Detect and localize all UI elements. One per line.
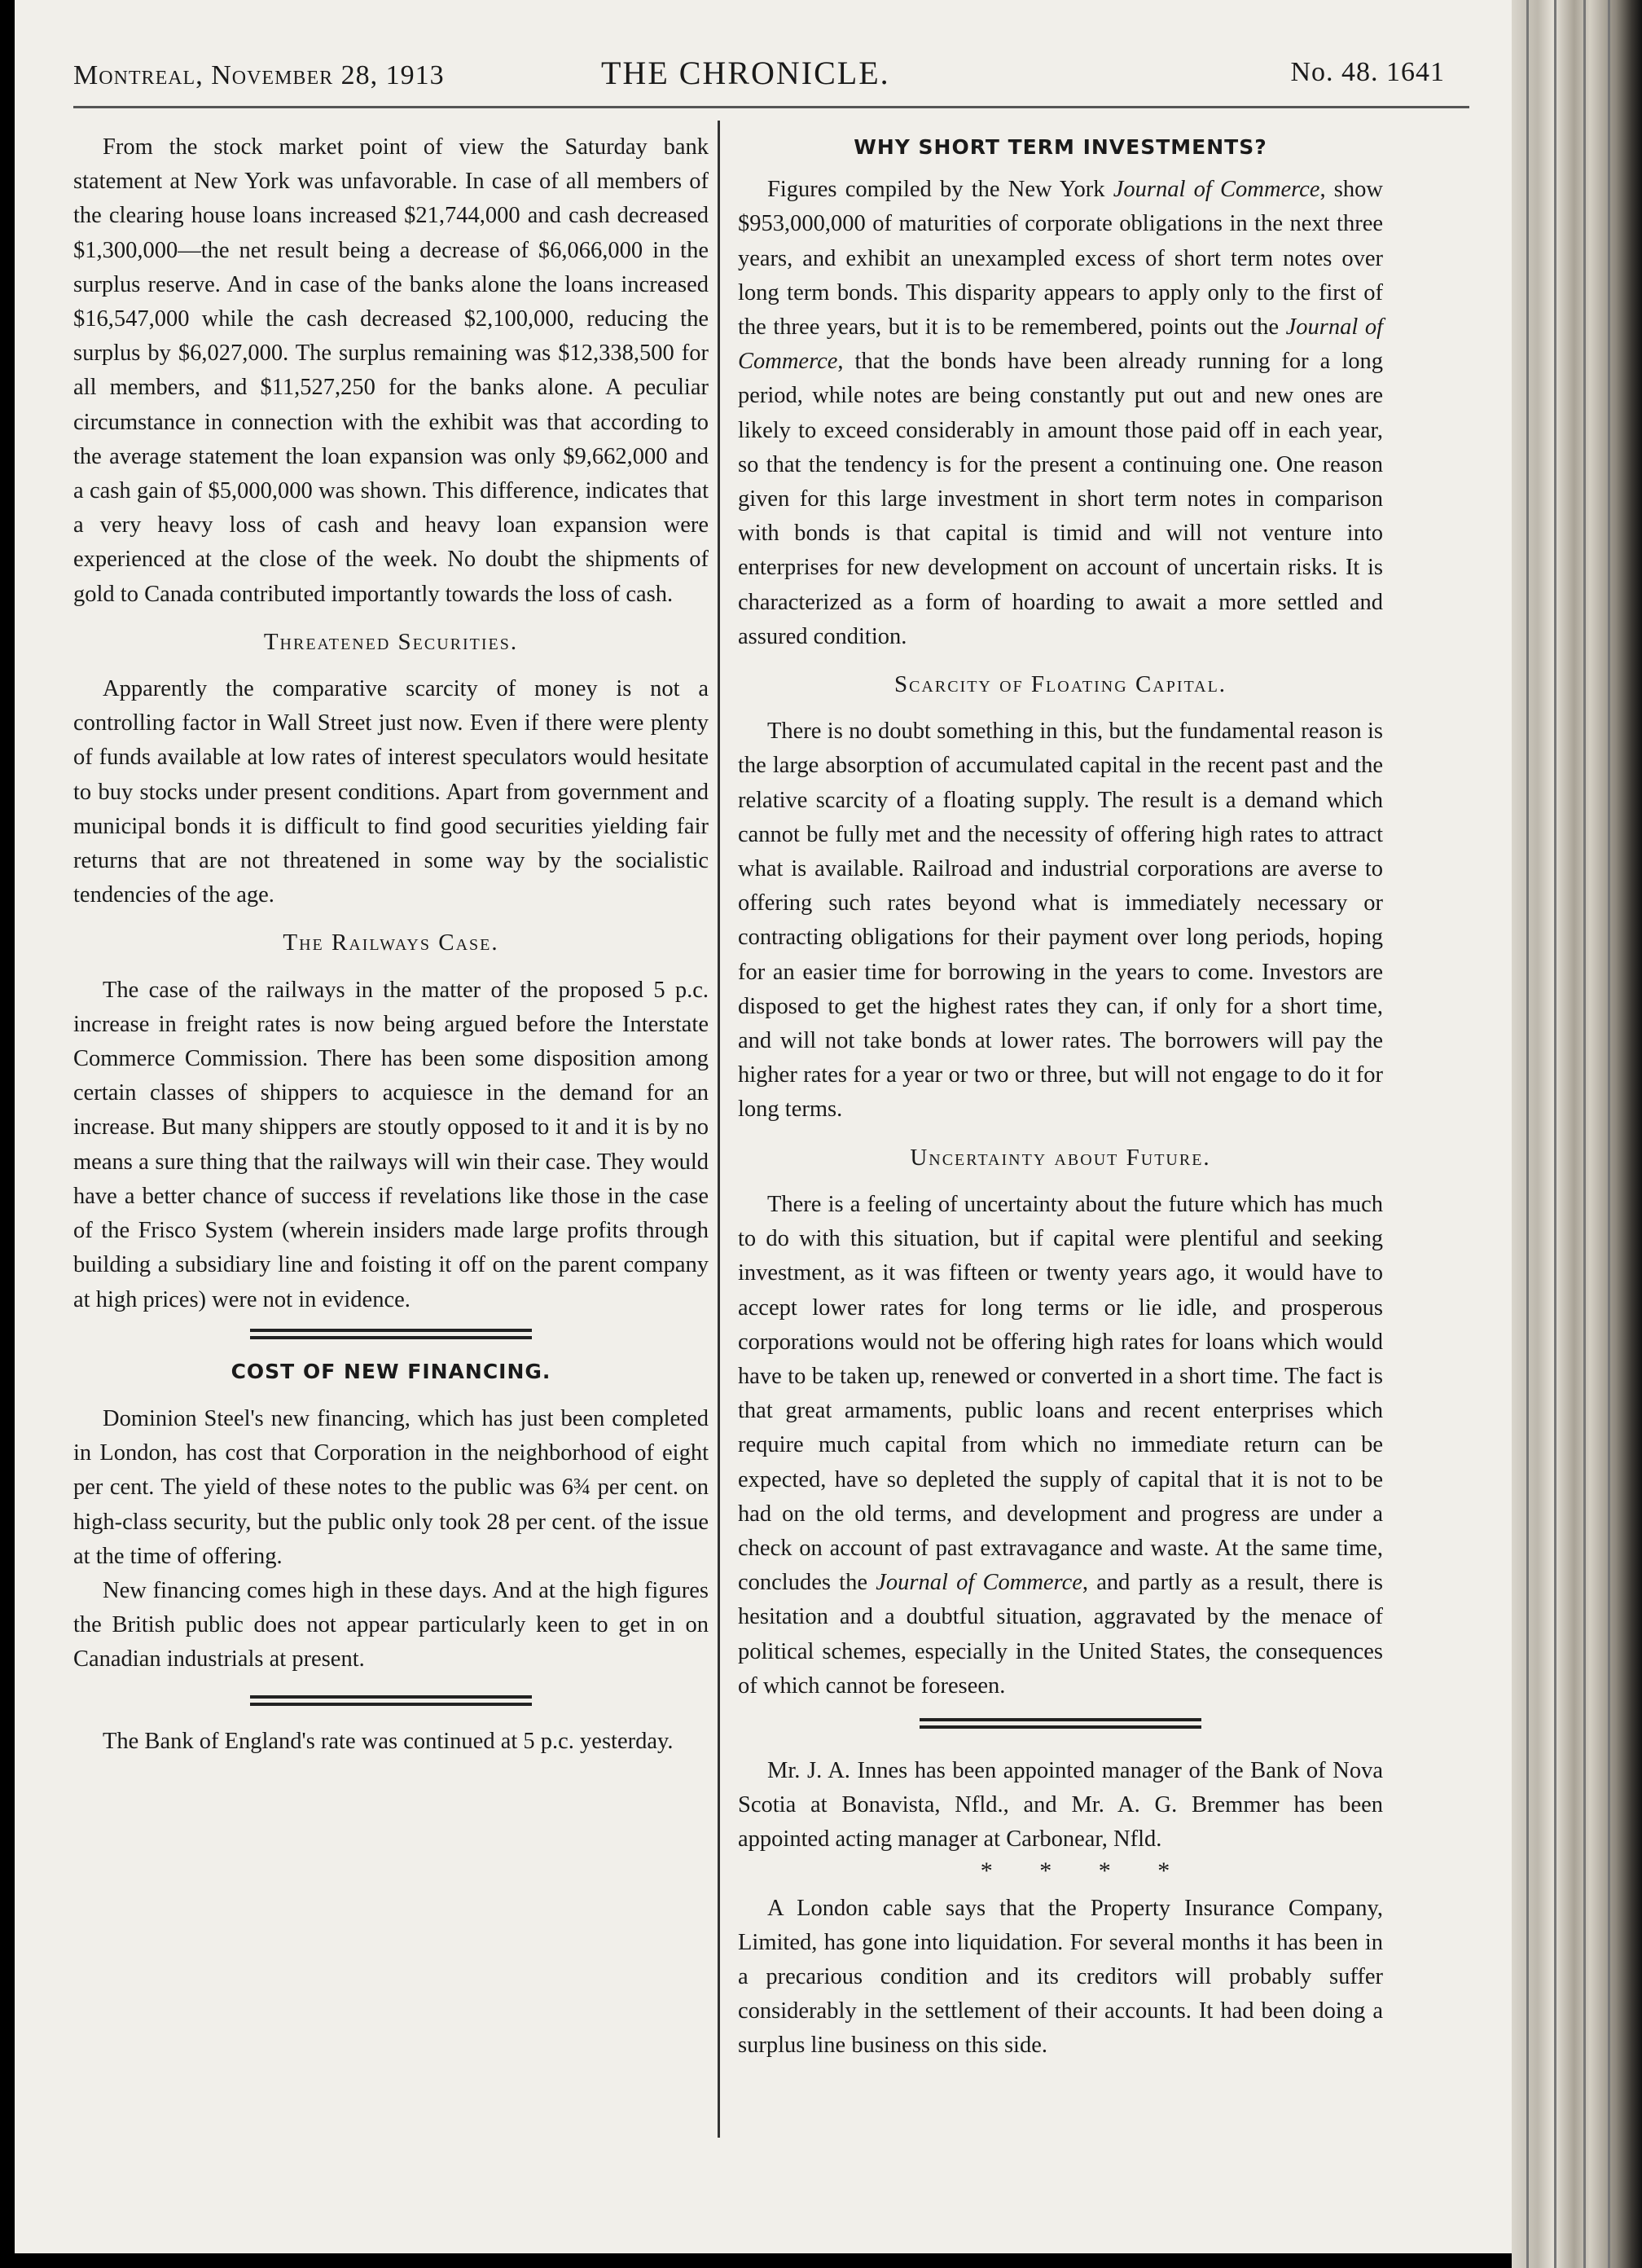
section-heading: Scarcity of Floating Capital.: [893, 671, 1227, 698]
edge-line: [1608, 0, 1610, 2268]
header-rule: [73, 106, 1469, 108]
journal-title: Journal of Commerce: [876, 1570, 1082, 1596]
double-rule: [250, 1329, 532, 1340]
article-paragraph: The Bank of England's rate was continued at 5 p.c. yesterday.: [103, 1728, 674, 1754]
article-paragraph: There is no doubt something in this, but the fundamental reason is the large absorption of accumulated capital in the recent past and the relative scarcity of a floating supply. The result is a demand which cannot be fully met and the necessity of offering high rates to attract what is available. Railroad and industrial corporations are averse to offering such rates beyond what is immediately necessary or contracting obligations for their payment over long periods, hoping for an easier time for borrowing in the years to come. Investors are disposed to get the highest rates they can, if only for a short time, and will not take bonds at lower rates. The borrowers will pay the higher rates for a year or two or three, but will not engage to do it for long terms.: [738, 719, 1383, 1123]
header-issue-page: No. 48. 1641: [1290, 57, 1445, 87]
article-paragraph: There is a feeling of uncertainty about the future which has much to do with this situation, but if capital were plentiful and seeking investment, as it was fifteen or twenty years ago, it would have to accept lower rates for long terms or lie idle, and prosperous corporations would not be offering high rates for loans which would have to be taken up, renewed or converted in a short time. The fact is that great armaments, public loans and recent enterprises which require much capital from which no immediate return can be expected, have so depleted the supply of capital that it is not to be had on the old terms, and development and progress are under a check on account of past extravagance and waste. At the same time, concludes the Journal of Commerce, and partly as a result, there is hesitation and a doubtful situation, aggravated by the menace of political schemes, especially in the United States, the consequences of which cannot be foreseen.: [738, 1191, 1383, 1699]
article-paragraph: Apparently the comparative scarcity of money is not a controlling factor in Wall Street just now. Even if there were plenty of funds available at low rates of interest speculators would hesitate to buy stocks under present conditions. Apart from government and municipal bonds it is difficult to find good securities yielding fair returns that are not threatened in some way by the socialistic tendencies of the age.: [73, 676, 709, 908]
article-paragraph: From the stock market point of view the Saturday bank statement at New York was unfavorable. In case of all members of the clearing house loans increased $21,744,000 and cash decreased $1,300,000—the net result being a decrease of $6,066,000 in the surplus reserve. And in case of the banks alone the loans increased $16,547,000 while the cash decreased $2,100,000, reducing the surplus by $6,027,000. The surplus remaining was $12,338,500 for all members, and $11,527,250 for the banks alone. A peculiar circumstance in connection with the exhibit was that according to the average statement the loan expansion was only $9,662,000 and a cash gain of $5,000,000 was shown. This difference, indicates that a very heavy loss of cash and heavy loan expansion were experienced at the close of the week. No doubt the shipments of gold to Canada contributed importantly towards the loss of cash.: [73, 134, 709, 607]
header-dateline: Montreal, November 28, 1913: [73, 60, 445, 90]
edge-line: [1583, 0, 1586, 2268]
article-paragraph: Figures compiled by the New York Journal of Commerce, show $953,000,000 of maturities of corporate obligations in the next three years, and exhibit an unexampled excess of short term notes over long term bonds. This disparity appears to apply only to the first of the three years, but it is to be remembered, points out the Journal of Commerce, that the bonds have been already running for a long period, while notes are being constantly put out and new ones are likely to exceed considerably in amount those paid off in each year, so that the tendency is for the present a continuing one. One reason given for this large investment in short term notes in comparison with bonds is that capital is timid and will not venture into enterprises for new development on account of uncertain risks. It is characterized as a form of hoarding to await a more settled and assured condition.: [738, 177, 1384, 649]
section-heading: The Railways Case.: [283, 930, 499, 956]
edge-line: [1554, 0, 1556, 2268]
left-column: [73, 130, 709, 1759]
journal-title: Journal of Commerce: [738, 314, 1384, 375]
newspaper-page: [15, 0, 1512, 2253]
journal-title: Journal of Commerce: [1113, 177, 1320, 203]
column-divider: [718, 121, 720, 2138]
article-paragraph: A London cable says that the Property Insurance Company, Limited, has gone into liquidation. For several months it has been in a precarious condition and its creditors will probably suffer considerably in the settlement of their accounts. It had been doing a surplus line business on this side.: [738, 1895, 1383, 2059]
article-title: COST OF NEW FINANCING.: [230, 1359, 551, 1383]
double-rule: [920, 1718, 1201, 1730]
article-title: WHY SHORT TERM INVESTMENTS?: [854, 135, 1267, 159]
edge-line: [1526, 0, 1529, 2268]
section-heading: Uncertainty about Future.: [910, 1144, 1211, 1171]
article-paragraph: Dominion Steel's new financing, which has just been completed in London, has cost that Corporation in the neighborhood of eight per cent. The yield of these notes to the public was 6¾ per cent. on high-class security, but the public only took 28 per cent. of the issue at the time of offering.: [73, 1405, 709, 1569]
section-heading: Threatened Securities.: [263, 628, 519, 655]
page-header: [73, 54, 1453, 103]
section-separator-stars: * * * *: [980, 1857, 1170, 1884]
header-masthead: THE CHRONICLE.: [601, 55, 890, 91]
book-page-edges: [1512, 0, 1642, 2268]
double-rule: [250, 1695, 532, 1707]
article-paragraph: New financing comes high in these days. And at the high figures the British public does not appear particularly keen to get in on Canadian industrials at present.: [73, 1577, 709, 1672]
article-paragraph: Mr. J. A. Innes has been appointed manager of the Bank of Nova Scotia at Bonavista, Nfld., and Mr. A. G. Bremmer has been appointed acting manager at Carbonear, Nfld.: [738, 1757, 1383, 1853]
right-column: [738, 127, 1383, 2064]
article-paragraph: The case of the railways in the matter of the proposed 5 p.c. increase in freight rates is now being argued before the Interstate Commerce Commission. There has been some disposition among certain classes of shippers to acquiesce in the demand for an increase. But many shippers are stoutly opposed to it and it is by no means a sure thing that the railways will win their case. They would have a better chance of success if revelations like those in the case of the Frisco System (wherein insiders made large profits through building a subsidiary line and foisting it off on the parent company at high prices) were not in evidence.: [73, 977, 709, 1312]
